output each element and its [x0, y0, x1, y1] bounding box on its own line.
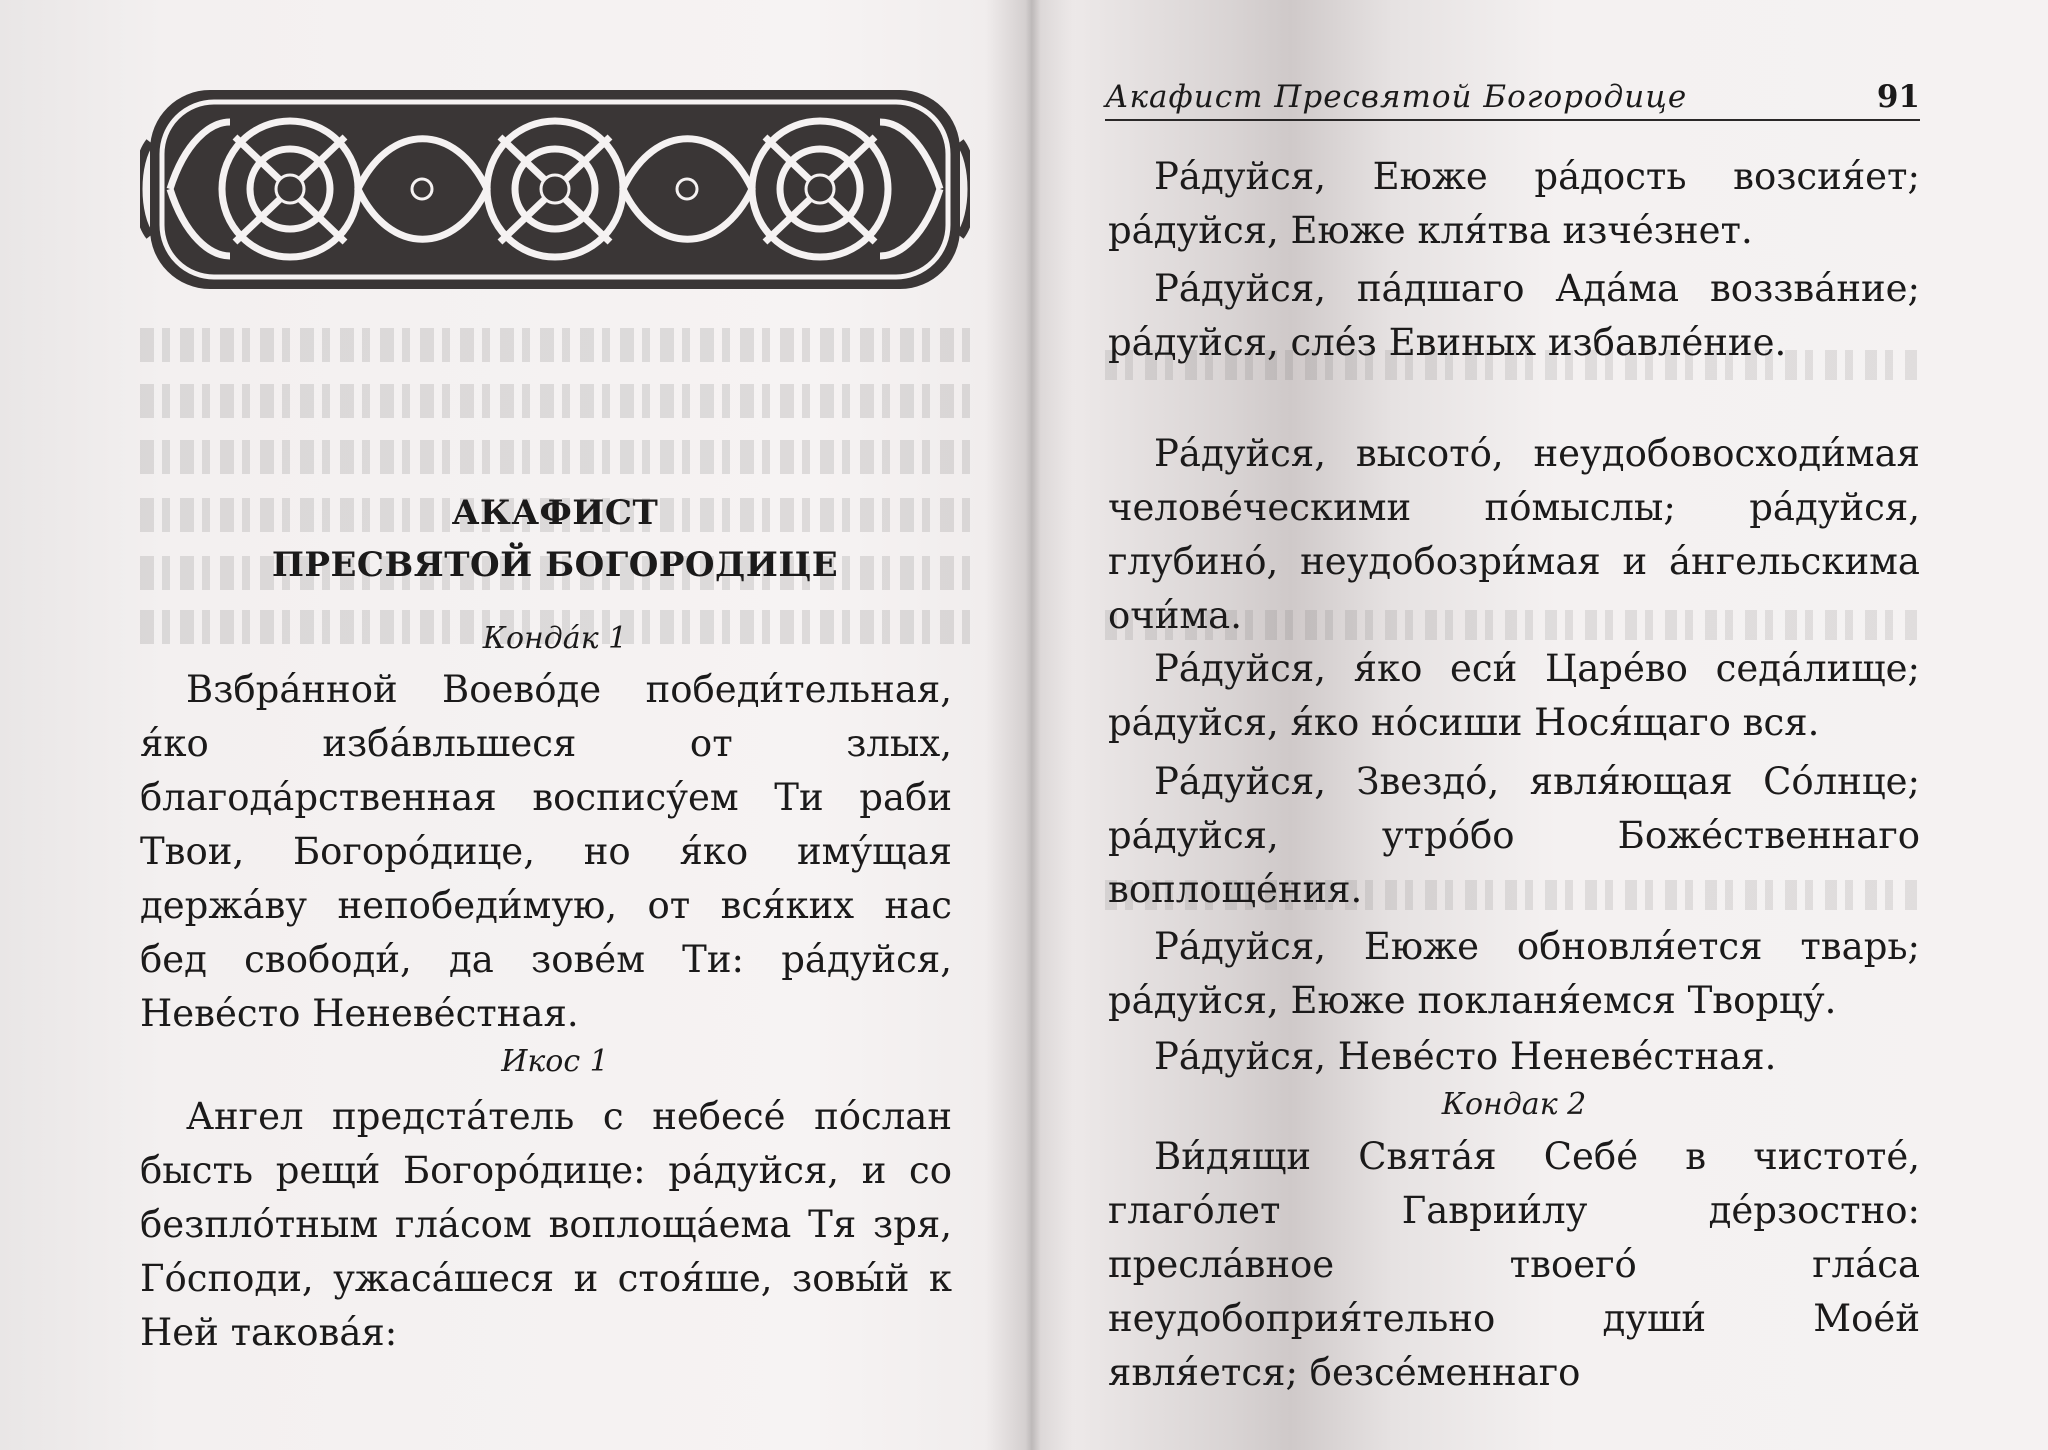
kondak2-text: Ви́дящи Святáя Себé в чистотé, глагóлет Гаврии́лу дéрзостно: преслáвное твоегó глáса неудобоприя́тельно души́ Моéй явля́ется; безсéменнаго: [1108, 1135, 1920, 1394]
kondak2-heading: Кондак 2: [1441, 1087, 1587, 1122]
right-paragraph-7: Рáдуйся, Невéсто Неневéстная.: [1154, 1035, 1777, 1078]
ikos1-heading: Икос 1: [501, 1044, 609, 1079]
running-title: Акафист Пресвятой Богородице: [1105, 79, 1688, 115]
right-paragraph-2: Рáдуйся, пáдшаго Адáма воззвáние; рáдуйся, слéз Евиных избавлéние.: [1108, 267, 1920, 364]
kondak1-text: Взбрáнной Воевóде победи́тельная, я́ко избáвльшеся от злых, благодáрственная воспису́ем Ти раби Твои, Богорóдице, но я́ко иму́щая держáву непобеди́мую, от вся́ких нас бед свободи́, да зовéм Ти: рáдуйся, Невéсто Неневéстная.: [140, 668, 952, 1035]
bleed-through: [140, 440, 970, 474]
kondak1-heading: Кондáк 1: [482, 621, 628, 656]
right-paragraph-4: Рáдуйся, я́ко еси́ Царéво седáлище; рáдуйся, я́ко нóсиши Нося́щаго вся.: [1108, 647, 1920, 744]
akathist-title-line2: ПРЕСВЯТОЙ БОГОРОДИЦЕ: [271, 545, 839, 585]
right-paragraph-1: Рáдуйся, Еюже рáдость возсия́ет; рáдуйся, Еюже кля́тва изчéзнет.: [1108, 155, 1920, 252]
akathist-title-line1: АКАФИСТ: [451, 493, 659, 533]
right-paragraph-3: Рáдуйся, высотó, неудобовосходи́мая человéческими пóмыслы; рáдуйся, глубинó, неудобозри́мая и áнгельскима очи́ма.: [1108, 432, 1920, 637]
ikos1-text: Ангел предстáтель с небесé пóслан бысть рещи́ Богорóдице: рáдуйся, и со безплóтным глáсом воплощáема Тя зря, Гóсподи, ужасáшеся и стоя́ше, зовы́й к Ней таковáя:: [140, 1095, 952, 1354]
bleed-through: [140, 384, 970, 418]
right-paragraph-5: Рáдуйся, Звездó, явля́ющая Сóлнце; рáдуйся, утрóбо Божéственнаго воплощéния.: [1108, 760, 1920, 911]
bleed-through: [140, 328, 970, 362]
celtic-knot-ornament: [140, 82, 970, 297]
page-number: 91: [1876, 79, 1920, 115]
right-paragraph-6: Рáдуйся, Еюже обновля́ется тварь; рáдуйся, Еюже покланя́емся Творцу́.: [1108, 925, 1920, 1022]
running-head: [1105, 75, 1920, 121]
